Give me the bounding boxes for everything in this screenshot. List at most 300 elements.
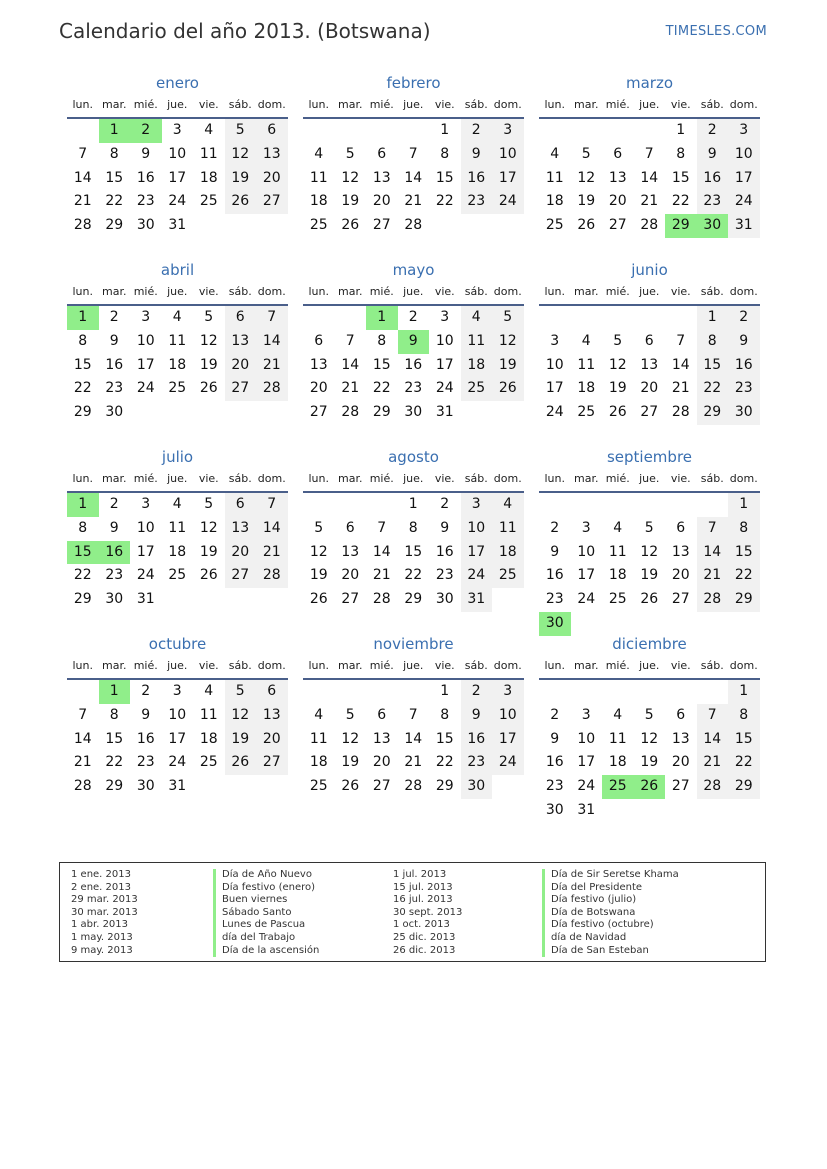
day-cell: 24 [492, 190, 524, 214]
day-cell: 1 [408, 496, 418, 512]
day-cell: 25 [168, 380, 187, 397]
day-cell: 24 [577, 591, 596, 608]
day-cell: 27 [256, 190, 288, 214]
day-cell: 21 [697, 751, 729, 775]
day-cell: 16 [136, 169, 155, 186]
weekday-label: jue. [167, 659, 188, 672]
day-cell: 18 [608, 567, 627, 584]
day-cell: 28 [404, 217, 423, 234]
day-cell: 2 [550, 706, 560, 723]
day-cell: 18 [461, 354, 493, 378]
weekday-label: vie. [434, 285, 455, 298]
day-cell: 21 [640, 193, 659, 210]
day-cell: 6 [377, 706, 387, 723]
day-cell: 20 [671, 754, 690, 771]
day-cell: 20 [225, 354, 257, 378]
day-cell: 12 [640, 730, 659, 747]
day-cell: 8 [78, 332, 88, 349]
day-cell: 19 [608, 380, 627, 397]
weekday-label: jue. [403, 659, 424, 672]
weekday-label: mié. [369, 472, 394, 485]
day-cell: 22 [372, 380, 391, 397]
weekday-label: lun. [544, 285, 565, 298]
day-cell: 6 [314, 332, 324, 349]
weekday-label: dom. [257, 659, 286, 672]
day-cell: 5 [345, 145, 355, 162]
day-cell: 11 [309, 730, 328, 747]
weekday-label: jue. [403, 285, 424, 298]
day-cell: 23 [105, 380, 124, 397]
legend-entry: Día de Botswana [542, 907, 679, 920]
empty-cell [398, 680, 430, 704]
month-julio [67, 447, 288, 634]
weekday-label: dom. [729, 659, 758, 672]
day-cell: 30 [728, 401, 760, 425]
day-cell: 21 [73, 754, 92, 771]
day-cell: 11 [492, 517, 524, 541]
holiday-day: 2 [130, 119, 162, 143]
day-cell: 12 [341, 730, 360, 747]
day-cell: 13 [372, 169, 391, 186]
empty-cell [665, 306, 697, 330]
empty-cell [256, 401, 288, 425]
day-cell: 19 [640, 567, 659, 584]
weekday-label: jue. [639, 659, 660, 672]
day-cell: 27 [372, 217, 391, 234]
month-diciembre [539, 634, 760, 821]
day-cell: 10 [492, 704, 524, 728]
day-cell: 4 [581, 332, 591, 349]
day-cell: 19 [199, 356, 218, 373]
day-cell: 23 [404, 380, 423, 397]
day-cell: 30 [404, 404, 423, 421]
day-cell: 22 [73, 380, 92, 397]
day-cell: 28 [640, 217, 659, 234]
day-cell: 16 [136, 730, 155, 747]
day-cell: 26 [608, 404, 627, 421]
day-cell: 11 [199, 145, 218, 162]
weekday-label: mar. [338, 659, 363, 672]
day-cell: 28 [697, 588, 729, 612]
day-cell: 14 [73, 169, 92, 186]
day-cell: 27 [671, 778, 690, 795]
day-cell: 15 [73, 356, 92, 373]
legend-entry: Día festivo (enero) [213, 882, 319, 895]
empty-cell [539, 493, 571, 517]
month-marzo [539, 73, 760, 260]
empty-cell [225, 775, 257, 799]
empty-cell [665, 493, 697, 517]
day-cell: 11 [309, 169, 328, 186]
day-cell: 14 [404, 169, 423, 186]
day-cell: 23 [545, 778, 564, 795]
weekday-label: vie. [198, 659, 219, 672]
weekday-label: mar. [338, 98, 363, 111]
day-cell: 18 [199, 730, 218, 747]
day-cell: 11 [461, 330, 493, 354]
day-cell: 15 [728, 728, 760, 752]
day-cell: 21 [404, 754, 423, 771]
day-cell: 15 [697, 354, 729, 378]
holiday-day: 16 [99, 541, 131, 565]
day-cell: 14 [372, 543, 391, 560]
day-cell: 7 [256, 306, 288, 330]
weekday-label: lun. [308, 285, 329, 298]
day-cell: 5 [613, 332, 623, 349]
day-cell: 9 [728, 330, 760, 354]
day-cell: 30 [136, 778, 155, 795]
day-cell: 26 [577, 217, 596, 234]
weekday-label: sáb. [700, 98, 724, 111]
weekday-label: mié. [605, 659, 630, 672]
weekday-label: lun. [308, 98, 329, 111]
weekday-label: dom. [257, 285, 286, 298]
holiday-day: 25 [602, 775, 634, 799]
day-cell: 16 [404, 356, 423, 373]
day-cell: 18 [199, 169, 218, 186]
month-octubre [67, 634, 288, 821]
empty-cell [492, 401, 524, 425]
weekday-label: mar. [338, 285, 363, 298]
day-cell: 15 [372, 356, 391, 373]
holiday-day: 1 [67, 493, 99, 517]
day-cell: 2 [440, 496, 450, 512]
day-cell: 23 [728, 377, 760, 401]
day-cell: 13 [256, 143, 288, 167]
day-cell: 17 [728, 167, 760, 191]
day-cell: 13 [256, 704, 288, 728]
empty-cell [602, 799, 634, 823]
empty-cell [193, 775, 225, 799]
day-cell: 6 [377, 145, 387, 162]
month-junio [539, 260, 760, 447]
legend-entry: Día del Presidente [542, 882, 679, 895]
day-cell: 31 [435, 404, 454, 421]
day-cell: 25 [199, 193, 218, 210]
days-grid [539, 306, 760, 425]
day-cell: 13 [608, 169, 627, 186]
weekday-header [539, 93, 760, 119]
day-cell: 3 [440, 309, 450, 325]
day-cell: 4 [613, 706, 623, 723]
day-cell: 8 [377, 332, 387, 349]
empty-cell [634, 612, 666, 636]
weekday-label: mar. [102, 472, 127, 485]
day-cell: 30 [545, 801, 564, 818]
empty-cell [193, 401, 225, 425]
day-cell: 21 [341, 380, 360, 397]
legend-entry: 1 ene. 2013 [71, 869, 131, 880]
day-cell: 12 [309, 543, 328, 560]
day-cell: 15 [105, 169, 124, 186]
month-mayo [303, 260, 524, 447]
day-cell: 30 [105, 591, 124, 608]
day-cell: 13 [309, 356, 328, 373]
day-cell: 5 [225, 680, 257, 704]
day-cell: 17 [435, 356, 454, 373]
legend-entry: 29 mar. 2013 [71, 894, 138, 906]
day-cell: 2 [461, 119, 493, 143]
day-cell: 19 [199, 543, 218, 560]
day-cell: 9 [697, 143, 729, 167]
day-cell: 2 [109, 309, 119, 325]
day-cell: 8 [78, 519, 88, 536]
day-cell: 17 [168, 169, 187, 186]
legend-entry: Día de la ascensión [213, 945, 319, 958]
holiday-day: 29 [665, 214, 697, 238]
empty-cell [571, 306, 603, 330]
day-cell: 9 [461, 143, 493, 167]
empty-cell [225, 588, 257, 612]
empty-cell [492, 214, 524, 238]
brand-link[interactable]: TIMESLES.COM [665, 24, 767, 39]
empty-cell [602, 306, 634, 330]
day-cell: 6 [345, 519, 355, 536]
empty-cell [366, 680, 398, 704]
day-cell: 24 [492, 751, 524, 775]
day-cell: 31 [577, 801, 596, 818]
legend-entry: Día de San Esteban [542, 945, 679, 958]
day-cell: 2 [141, 683, 151, 699]
day-cell: 24 [577, 778, 596, 795]
days-grid [67, 306, 288, 425]
weekday-label: lun. [72, 472, 93, 485]
day-cell: 12 [492, 330, 524, 354]
day-cell: 18 [309, 754, 328, 771]
empty-cell [539, 119, 571, 143]
day-cell: 20 [372, 193, 391, 210]
legend-entry: Buen viernes [213, 894, 319, 907]
day-cell: 11 [545, 169, 564, 186]
empty-cell [634, 119, 666, 143]
day-cell: 11 [577, 356, 596, 373]
weekday-header [303, 93, 524, 119]
day-cell: 28 [256, 564, 288, 588]
weekday-label: sáb. [228, 472, 252, 485]
day-cell: 20 [671, 567, 690, 584]
day-cell: 16 [435, 543, 454, 560]
day-cell: 27 [225, 377, 257, 401]
day-cell: 23 [435, 567, 454, 584]
empty-cell [193, 588, 225, 612]
day-cell: 3 [172, 122, 182, 138]
day-cell: 25 [309, 217, 328, 234]
day-cell: 5 [345, 706, 355, 723]
day-cell: 29 [404, 591, 423, 608]
holiday-day: 9 [398, 330, 430, 354]
day-cell: 30 [136, 217, 155, 234]
empty-cell [492, 775, 524, 799]
weekday-label: mar. [574, 285, 599, 298]
day-cell: 10 [136, 519, 155, 536]
legend-right-dates [393, 869, 462, 957]
day-cell: 8 [728, 704, 760, 728]
legend-entry: 15 jul. 2013 [393, 881, 453, 893]
day-cell: 13 [225, 517, 257, 541]
day-cell: 23 [136, 193, 155, 210]
day-cell: 5 [225, 119, 257, 143]
day-cell: 26 [640, 591, 659, 608]
empty-cell [335, 119, 367, 143]
day-cell: 12 [608, 356, 627, 373]
day-cell: 26 [492, 377, 524, 401]
day-cell: 22 [697, 377, 729, 401]
day-cell: 3 [141, 496, 151, 512]
weekday-label: dom. [729, 98, 758, 111]
day-cell: 29 [105, 778, 124, 795]
day-cell: 17 [577, 754, 596, 771]
empty-cell [665, 799, 697, 823]
empty-cell [634, 799, 666, 823]
day-cell: 25 [492, 564, 524, 588]
legend-entry: 30 sept. 2013 [393, 906, 463, 918]
day-cell: 24 [461, 564, 493, 588]
day-cell: 17 [136, 356, 155, 373]
weekday-label: vie. [670, 285, 691, 298]
day-cell: 1 [676, 122, 686, 138]
day-cell: 17 [545, 380, 564, 397]
day-cell: 3 [728, 119, 760, 143]
day-cell: 7 [644, 145, 654, 162]
day-cell: 5 [644, 519, 654, 536]
day-cell: 4 [172, 496, 182, 512]
day-cell: 7 [345, 332, 355, 349]
day-cell: 1 [440, 683, 450, 699]
empty-cell [461, 214, 493, 238]
day-cell: 12 [341, 169, 360, 186]
day-cell: 15 [404, 543, 423, 560]
day-cell: 21 [671, 380, 690, 397]
legend-entry: Día de Año Nuevo [213, 869, 319, 882]
day-cell: 17 [461, 541, 493, 565]
day-cell: 4 [314, 145, 324, 162]
weekday-label: sáb. [464, 659, 488, 672]
day-cell: 8 [440, 145, 450, 162]
legend-entry: 1 oct. 2013 [393, 919, 450, 931]
holiday-day: 26 [634, 775, 666, 799]
day-cell: 18 [577, 380, 596, 397]
day-cell: 16 [105, 356, 124, 373]
weekday-label: dom. [493, 285, 522, 298]
weekday-label: mar. [338, 472, 363, 485]
day-cell: 15 [671, 169, 690, 186]
day-cell: 10 [136, 332, 155, 349]
month-name: diciembre [612, 635, 687, 653]
weekday-header [539, 280, 760, 306]
day-cell: 13 [225, 330, 257, 354]
day-cell: 27 [608, 217, 627, 234]
empty-cell [697, 493, 729, 517]
legend-entry: 26 dic. 2013 [393, 944, 456, 956]
weekday-label: mié. [133, 285, 158, 298]
weekday-label: mié. [369, 285, 394, 298]
day-cell: 22 [671, 193, 690, 210]
day-cell: 3 [492, 680, 524, 704]
day-cell: 23 [105, 567, 124, 584]
day-cell: 27 [225, 564, 257, 588]
empty-cell [571, 493, 603, 517]
day-cell: 30 [435, 591, 454, 608]
weekday-label: dom. [493, 472, 522, 485]
empty-cell [492, 588, 524, 612]
month-agosto [303, 447, 524, 634]
day-cell: 22 [404, 567, 423, 584]
weekday-label: vie. [198, 98, 219, 111]
day-cell: 4 [204, 683, 214, 699]
day-cell: 6 [225, 306, 257, 330]
weekday-label: mar. [574, 472, 599, 485]
legend-entry: Día festivo (julio) [542, 894, 679, 907]
day-cell: 15 [435, 730, 454, 747]
day-cell: 20 [309, 380, 328, 397]
day-cell: 25 [545, 217, 564, 234]
day-cell: 3 [492, 119, 524, 143]
empty-cell [256, 775, 288, 799]
day-cell: 5 [492, 306, 524, 330]
empty-cell [602, 119, 634, 143]
weekday-header [303, 654, 524, 680]
day-cell: 4 [204, 122, 214, 138]
day-cell: 15 [105, 730, 124, 747]
day-cell: 7 [408, 145, 418, 162]
day-cell: 8 [408, 519, 418, 536]
day-cell: 9 [461, 704, 493, 728]
day-cell: 14 [697, 541, 729, 565]
day-cell: 14 [73, 730, 92, 747]
day-cell: 18 [545, 193, 564, 210]
empty-cell [665, 612, 697, 636]
day-cell: 26 [309, 591, 328, 608]
day-cell: 14 [404, 730, 423, 747]
day-cell: 3 [172, 683, 182, 699]
day-cell: 5 [581, 145, 591, 162]
day-cell: 30 [105, 404, 124, 421]
day-cell: 17 [492, 167, 524, 191]
day-cell: 6 [613, 145, 623, 162]
day-cell: 16 [697, 167, 729, 191]
day-cell: 19 [640, 754, 659, 771]
weekday-label: mar. [102, 98, 127, 111]
day-cell: 16 [728, 354, 760, 378]
day-cell: 4 [461, 306, 493, 330]
day-cell: 7 [697, 517, 729, 541]
day-cell: 23 [697, 190, 729, 214]
month-septiembre [539, 447, 760, 634]
day-cell: 15 [728, 541, 760, 565]
weekday-label: mié. [133, 472, 158, 485]
weekday-label: lun. [544, 98, 565, 111]
day-cell: 9 [109, 332, 119, 349]
day-cell: 20 [640, 380, 659, 397]
empty-cell [728, 799, 760, 823]
day-cell: 31 [168, 217, 187, 234]
day-cell: 28 [404, 778, 423, 795]
weekday-label: vie. [434, 472, 455, 485]
day-cell: 12 [225, 143, 257, 167]
day-cell: 29 [728, 775, 760, 799]
day-cell: 9 [141, 706, 151, 723]
month-name: mayo [392, 261, 435, 279]
day-cell: 18 [608, 754, 627, 771]
day-cell: 11 [608, 730, 627, 747]
weekday-label: mié. [133, 98, 158, 111]
month-name: abril [160, 261, 195, 279]
day-cell: 10 [435, 332, 454, 349]
day-cell: 6 [676, 706, 686, 723]
day-cell: 31 [136, 591, 155, 608]
day-cell: 4 [613, 519, 623, 536]
weekday-label: vie. [670, 98, 691, 111]
